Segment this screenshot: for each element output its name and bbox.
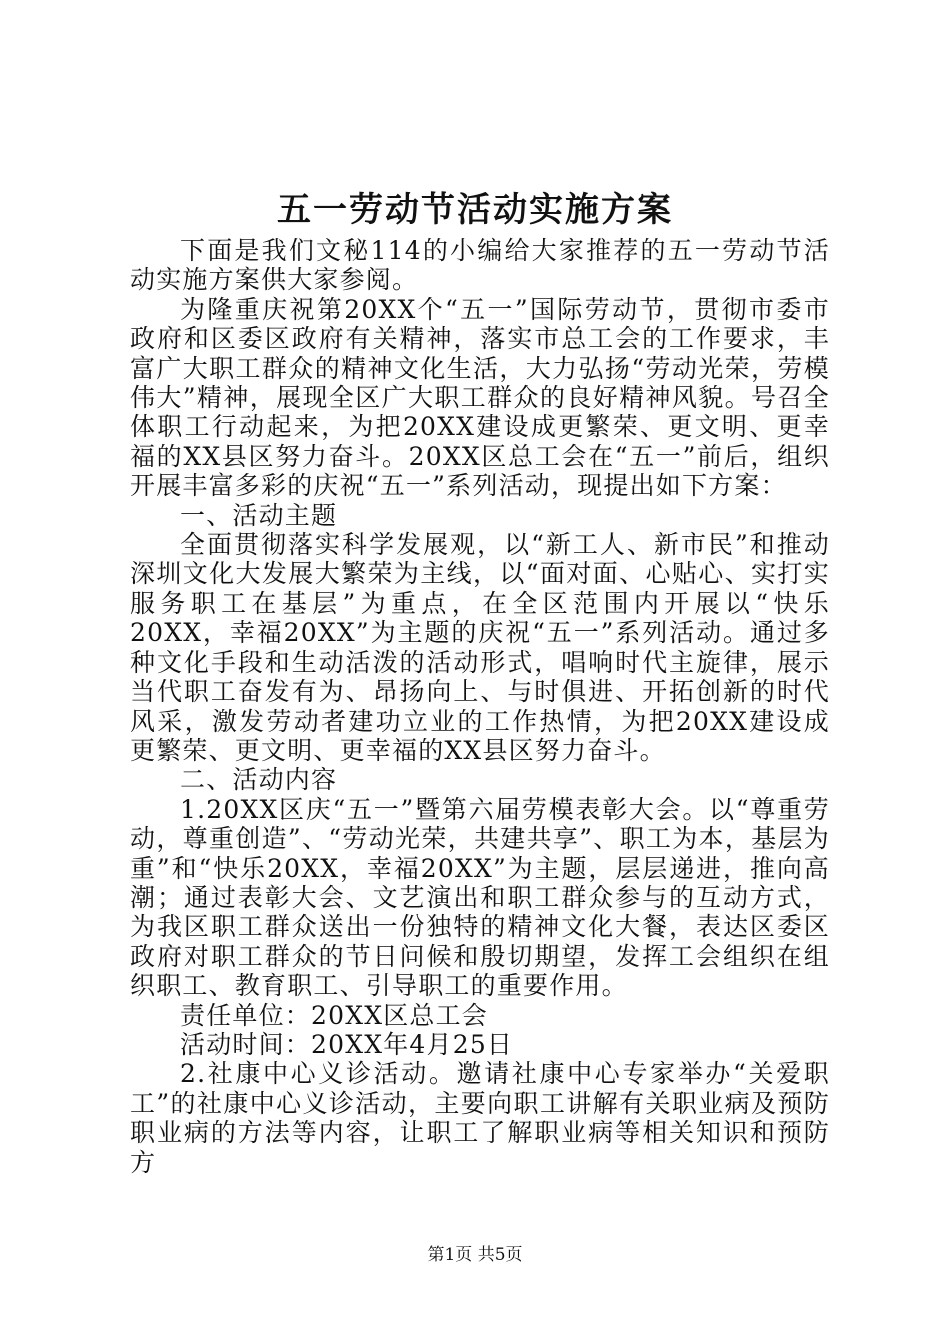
paragraph-background: 为隆重庆祝第20XX个“五一”国际劳动节，贯彻市委市政府和区委区政府有关精神，落实市总工会的工作要求，丰富广大职工群众的精神文化生活，大力弘扬“劳动光荣，劳模伟大”精神，展现全区广大职工群众的良好精神风貌。号召全体职工行动起来，为把20XX建设成更繁荣、更文明、更幸福的XX县区努力奋斗。20XX区总工会在“五一”前后，组织开展丰富多彩的庆祝“五一”系列活动，现提出如下方案： [130, 294, 830, 501]
document-title: 五一劳动节活动实施方案 [277, 190, 673, 230]
section-heading-theme: 一、活动主题 [180, 500, 338, 530]
paragraph-responsible-unit: 责任单位：20XX区总工会 [180, 1000, 489, 1030]
document-body [130, 236, 830, 1177]
paragraph-theme: 全面贯彻落实科学发展观，以“新工人、新市民”和推动深圳文化大发展大繁荣为主线，以“面对面、心贴心、实打实服务职工在基层”为重点，在全区范围内开展以“快乐20XX，幸福20XX”为主题的庆祝“五一”系列活动。通过多种文化手段和生动活泼的活动形式，唱响时代主旋律，展示当代职工奋发有为、昂扬向上、与时俱进、开拓创新的时代风采，激发劳动者建功立业的工作热情，为把20XX建设成更繁荣、更文明、更幸福的XX县区努力奋斗。 [130, 530, 830, 765]
paragraph-item-1: 1.20XX区庆“五一”暨第六届劳模表彰大会。以“尊重劳动，尊重创造”、“劳动光荣，共建共享”、职工为本，基层为重”和“快乐20XX，幸福20XX”为主题，层层递进，推向高潮；通过表彰大会、文艺演出和职工群众参与的互动方式，为我区职工群众送出一份独特的精神文化大餐，表达区委区政府对职工群众的节日问候和殷切期望，发挥工会组织在组织职工、教育职工、引导职工的重要作用。 [130, 794, 830, 1001]
paragraph-activity-time: 活动时间：20XX年4月25日 [180, 1029, 514, 1059]
paragraph-item-2: 2.社康中心义诊活动。邀请社康中心专家举办“关爱职工”的社康中心义诊活动，主要向职工讲解有关职业病及预防职业病的方法等内容，让职工了解职业病等相关知识和预防方 [130, 1059, 830, 1177]
paragraph-intro: 下面是我们文秘114的小编给大家推荐的五一劳动节活动实施方案供大家参阅。 [130, 236, 830, 295]
section-heading-content: 二、活动内容 [180, 765, 338, 795]
page-number-footer: 第1页 共5页 [427, 1245, 523, 1265]
